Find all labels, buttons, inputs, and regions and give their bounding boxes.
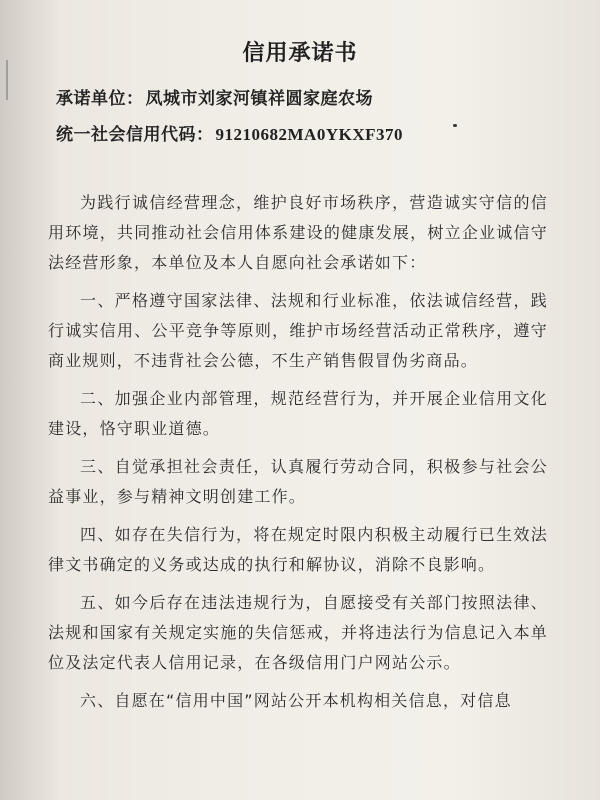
document-title: 信用承诺书 [242, 41, 358, 66]
paragraph-item-1: 一、严格遵守国家法律、法规和行业标准，依法诚信经营，践行诚实信用、公平竞争等原则，维护市场经营活动正常秩序，遵守商业规则，不违背社会公德，不生产销售假冒伪劣商品。 [48, 291, 548, 370]
promisor-value: 凤城市刘家河镇祥圆家庭农场 [145, 89, 373, 109]
paragraph-item-4: 四、如存在失信行为，将在规定时限内积极主动履行已生效法律文书确定的义务或达成的执行和解协议，消除不良影响。 [48, 525, 548, 574]
credit-code-value: 91210682MA0YKXF370 [215, 125, 403, 144]
paragraph-item-5: 五、如今后存在违法违规行为，自愿接受有关部门按照法律、法规和国家有关规定实施的失信惩戒，并将违法行为信息记入本单位及法定代表人信用记录，在各级信用门户网站公示。 [48, 593, 548, 672]
promisor-line [56, 84, 373, 109]
paragraph-item-2: 二、加强企业内部管理，规范经营行为，并开展企业信用文化建设，恪守职业道德。 [48, 389, 548, 438]
promisor-label: 承诺单位： [56, 89, 144, 109]
credit-code-label: 统一社会信用代码： [56, 125, 214, 145]
ink-dot-mark [453, 124, 457, 127]
paragraph-item-6: 六、自愿在“信用中国”网站公开本机构相关信息，对信息 [80, 691, 512, 710]
paragraph-intro: 为践行诚信经营理念，维护良好市场秩序，营造诚实守信的信用环境，共同推动社会信用体系建设的健康发展，树立企业诚信守法经营形象，本单位及本人自愿向社会承诺如下： [48, 193, 548, 272]
document-body [48, 188, 548, 724]
paragraph-item-3: 三、自觉承担社会责任，认真履行劳动合同，积极参与社会公益事业，参与精神文明创建工作。 [48, 457, 548, 506]
credit-code-line [56, 120, 403, 145]
